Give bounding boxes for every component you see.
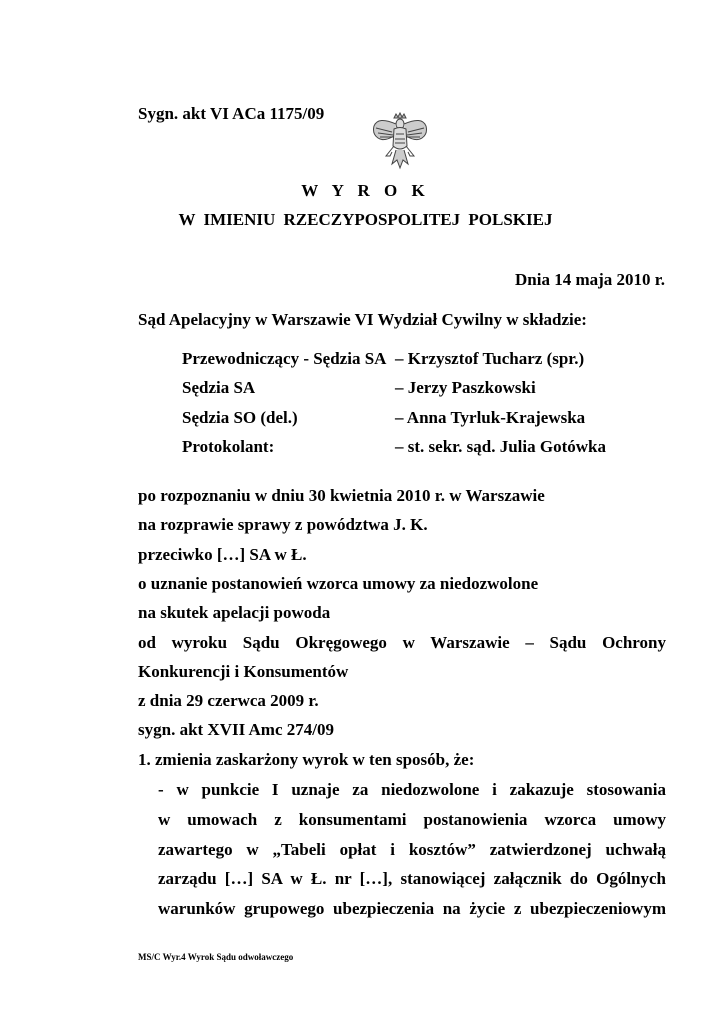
panel-role: Sędzia SO (del.) [182,408,298,427]
body-line: przeciwko […] SA w Ł. [138,545,307,564]
body-line: na skutek apelacji powoda [138,603,331,622]
verdict-date: Dnia 14 maja 2010 r. [514,270,665,289]
panel-role: Protokolant: [182,437,275,456]
polish-eagle-emblem-icon [370,112,430,170]
panel-role: Sędzia SA [182,378,256,397]
paragraph-line: w umowach z konsumentami postanowienia wzorca umowy [158,810,666,829]
paragraph-line: - w punkcie I uznaje za niedozwolone i zakazuje stosowania [158,780,666,799]
body-line: po rozpoznaniu w dniu 30 kwietnia 2010 r. w Warszawie [138,486,545,505]
panel-name: – Jerzy Paszkowski [395,378,536,397]
verdict-point-1: 1. zmienia zaskarżony wyrok w ten sposób, że: [138,750,475,769]
body-line: Konkurencji i Konsumentów [138,662,349,681]
verdict-subtitle: W IMIENIU RZECZYPOSPOLITEJ POLSKIEJ [178,210,553,229]
paragraph-line: zawartego w „Tabeli opłat i kosztów” zatwierdzonej uchwałą [158,840,666,859]
body-line: sygn. akt XVII Amc 274/09 [138,720,334,739]
document-footer: MS/C Wyr.4 Wyrok Sądu odwoławczego [138,952,294,962]
body-line: z dnia 29 czerwca 2009 r. [138,691,319,710]
panel-name: – Anna Tyrluk-Krajewska [395,408,586,427]
panel-role: Przewodniczący - Sędzia SA [182,349,387,368]
paragraph-line: zarządu […] SA w Ł. nr […], stanowiącej załącznik do Ogólnych [158,869,666,888]
body-line: od wyroku Sądu Okręgowego w Warszawie – Sądu Ochrony [138,633,666,652]
verdict-title: W Y R O K [301,181,430,200]
body-line: na rozprawie sprawy z powództwa J. K. [138,515,428,534]
court-composition-heading: Sąd Apelacyjny w Warszawie VI Wydział Cywilny w składzie: [138,310,587,329]
panel-name: – Krzysztof Tucharz (spr.) [395,349,585,368]
panel-name: – st. sekr. sąd. Julia Gotówka [395,437,606,456]
body-line: o uznanie postanowień wzorca umowy za niedozwolone [138,574,539,593]
case-number: Sygn. akt VI ACa 1175/09 [138,104,325,123]
paragraph-line: warunków grupowego ubezpieczenia na życie z ubezpieczeniowym [158,899,666,918]
